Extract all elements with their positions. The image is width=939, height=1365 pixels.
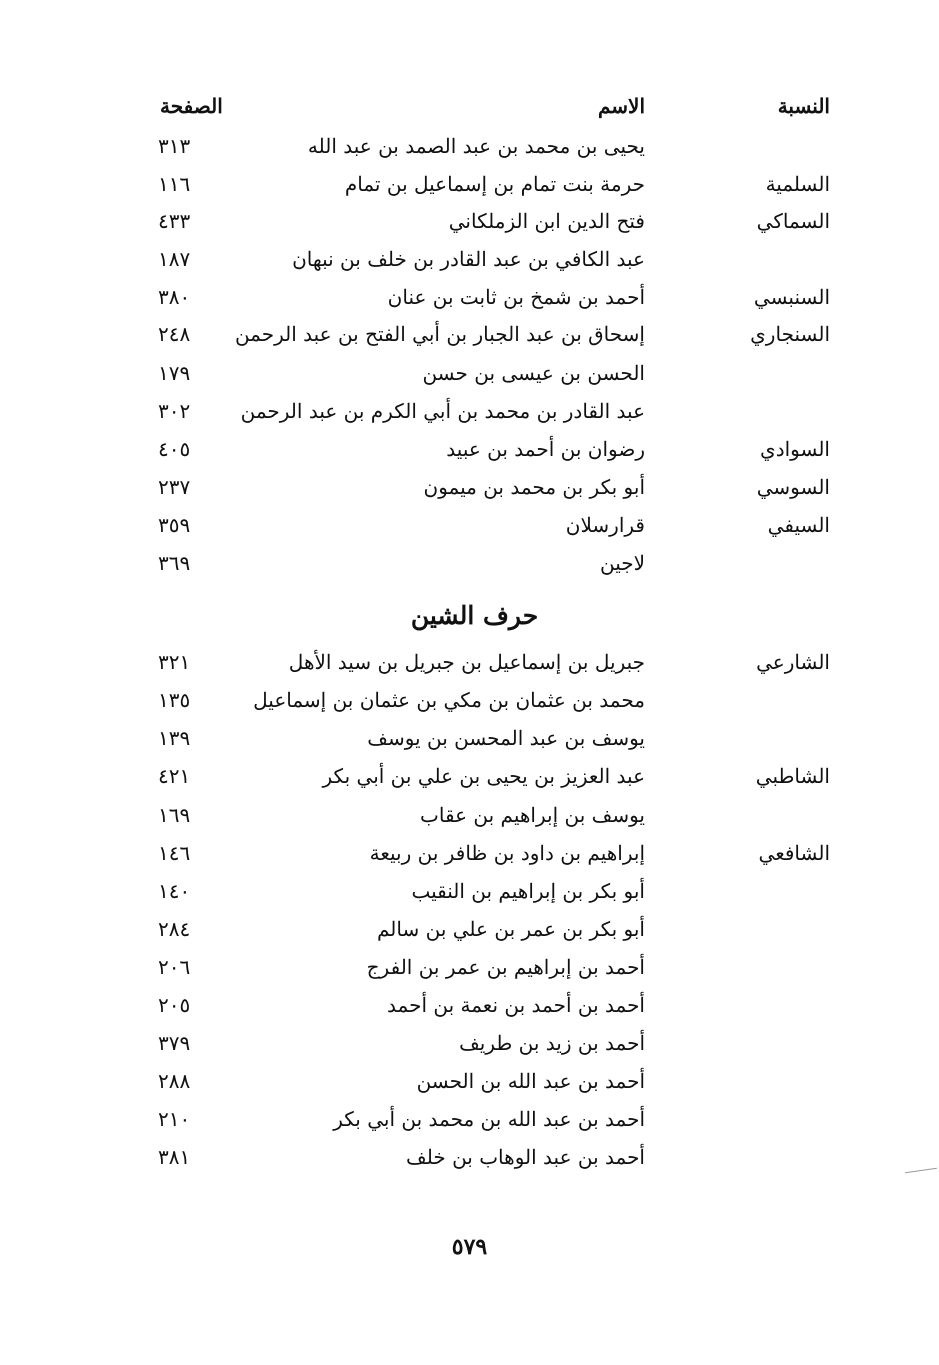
row-page: ١٤٦ <box>158 841 191 865</box>
table-row <box>150 644 840 680</box>
row-page: ٢١٠ <box>158 1107 191 1131</box>
row-page: ١٧٩ <box>158 361 191 385</box>
row-name: قرارسلان <box>565 513 645 537</box>
row-name: أبو بكر بن محمد بن ميمون <box>423 475 645 499</box>
row-page: ٣٨٠ <box>158 285 191 309</box>
table-row <box>150 393 840 429</box>
row-name: عبد الكافي بن عبد القادر بن خلف بن نبهان <box>292 247 645 271</box>
table-row <box>150 166 840 202</box>
row-page: ٢٨٤ <box>158 917 191 941</box>
row-page: ٤٣٣ <box>158 209 191 233</box>
row-name: أبو بكر بن إبراهيم بن النقيب <box>411 879 645 903</box>
row-name: عبد القادر بن محمد بن أبي الكرم بن عبد الرحمن <box>240 399 645 423</box>
table-row <box>150 1063 840 1099</box>
table-row <box>150 1139 840 1175</box>
row-nisba: السوادي <box>760 437 830 461</box>
row-name: أبو بكر بن عمر بن علي بن سالم <box>377 917 645 941</box>
row-name: جبريل بن إسماعيل بن جبريل بن سيد الأهل <box>288 650 645 674</box>
row-name: حرمة بنت تمام بن إسماعيل بن تمام <box>344 172 645 196</box>
row-name: أحمد بن عبد الوهاب بن خلف <box>406 1145 645 1169</box>
table-row <box>150 682 840 718</box>
scan-edge-mark <box>905 1168 937 1173</box>
table-row <box>150 128 840 164</box>
row-page: ٢٣٧ <box>158 475 191 499</box>
row-nisba: السلمية <box>765 172 830 196</box>
row-name: يوسف بن عبد المحسن بن يوسف <box>367 726 645 750</box>
table-row <box>150 987 840 1023</box>
row-page: ٢٨٨ <box>158 1069 191 1093</box>
table-row <box>150 835 840 871</box>
row-name: الحسن بن عيسى بن حسن <box>422 361 645 385</box>
table-row <box>150 873 840 909</box>
page-number: ٥٧٩ <box>451 1234 488 1260</box>
table-header <box>150 88 840 124</box>
row-page: ٣٥٩ <box>158 513 191 537</box>
table-row <box>150 949 840 985</box>
row-nisba: السنبسي <box>753 285 830 309</box>
header-name: الاسم <box>597 94 645 118</box>
table-row <box>150 469 840 505</box>
row-page: ٣٨١ <box>158 1145 191 1169</box>
row-name: فتح الدين ابن الزملكاني <box>448 209 645 233</box>
table-row <box>150 758 840 794</box>
row-name: أحمد بن زيد بن طريف <box>459 1031 645 1055</box>
row-nisba: السيفي <box>767 513 830 537</box>
table-row <box>150 203 840 239</box>
row-name: إسحاق بن عبد الجبار بن أبي الفتح بن عبد الرحمن <box>234 322 645 346</box>
row-name: عبد العزيز بن يحيى بن علي بن أبي بكر <box>322 764 645 788</box>
header-page: الصفحة <box>160 94 223 118</box>
row-nisba: الشارعي <box>756 650 830 674</box>
row-nisba: الشافعي <box>758 841 830 865</box>
row-page: ١٤٠ <box>158 879 191 903</box>
row-name: أحمد بن عبد الله بن محمد بن أبي بكر <box>333 1107 645 1131</box>
row-page: ٤٢١ <box>158 764 191 788</box>
row-name: رضوان بن أحمد بن عبيد <box>446 437 645 461</box>
row-name: يوسف بن إبراهيم بن عقاب <box>420 803 645 827</box>
table-row <box>150 720 840 756</box>
row-page: ٣١٣ <box>158 134 191 158</box>
row-nisba: السماكي <box>756 209 830 233</box>
table-row <box>150 316 840 352</box>
row-page: ٣٧٩ <box>158 1031 191 1055</box>
table-row <box>150 279 840 315</box>
row-page: ١٦٩ <box>158 803 191 827</box>
row-page: ١١٦ <box>158 172 191 196</box>
table-row <box>150 507 840 543</box>
row-name: أحمد بن أحمد بن نعمة بن أحمد <box>387 993 645 1017</box>
row-page: ١٣٩ <box>158 726 191 750</box>
row-name: لاجين <box>599 551 645 575</box>
table-row <box>150 1101 840 1137</box>
table-row <box>150 545 840 581</box>
header-nisba: النسبة <box>777 94 830 118</box>
row-page: ٣٦٩ <box>158 551 191 575</box>
row-page: ٣٠٢ <box>158 399 191 423</box>
table-row <box>150 241 840 277</box>
row-page: ٢٠٥ <box>158 993 191 1017</box>
row-page: ٣٢١ <box>158 650 191 674</box>
row-name: أحمد بن إبراهيم بن عمر بن الفرج <box>366 955 645 979</box>
section-heading-shin: حرف الشين <box>410 601 539 630</box>
row-page: ٤٠٥ <box>158 437 191 461</box>
table-row <box>150 431 840 467</box>
row-name: أحمد بن عبد الله بن الحسن <box>416 1069 645 1093</box>
row-page: ٢٠٦ <box>158 955 191 979</box>
row-name: إبراهيم بن داود بن ظافر بن ربيعة <box>369 841 645 865</box>
table-row <box>150 1025 840 1061</box>
row-page: ١٣٥ <box>158 688 191 712</box>
row-nisba: السنجاري <box>750 322 830 346</box>
row-page: ١٨٧ <box>158 247 191 271</box>
table-row <box>150 911 840 947</box>
table-row <box>150 355 840 391</box>
row-name: يحيى بن محمد بن عبد الصمد بن عبد الله <box>307 134 645 158</box>
row-name: محمد بن عثمان بن مكي بن عثمان بن إسماعيل <box>253 688 645 712</box>
row-nisba: السوسي <box>756 475 830 499</box>
row-page: ٢٤٨ <box>158 322 191 346</box>
row-nisba: الشاطبي <box>755 764 830 788</box>
table-row <box>150 797 840 833</box>
row-name: أحمد بن شمخ بن ثابت بن عنان <box>387 285 645 309</box>
